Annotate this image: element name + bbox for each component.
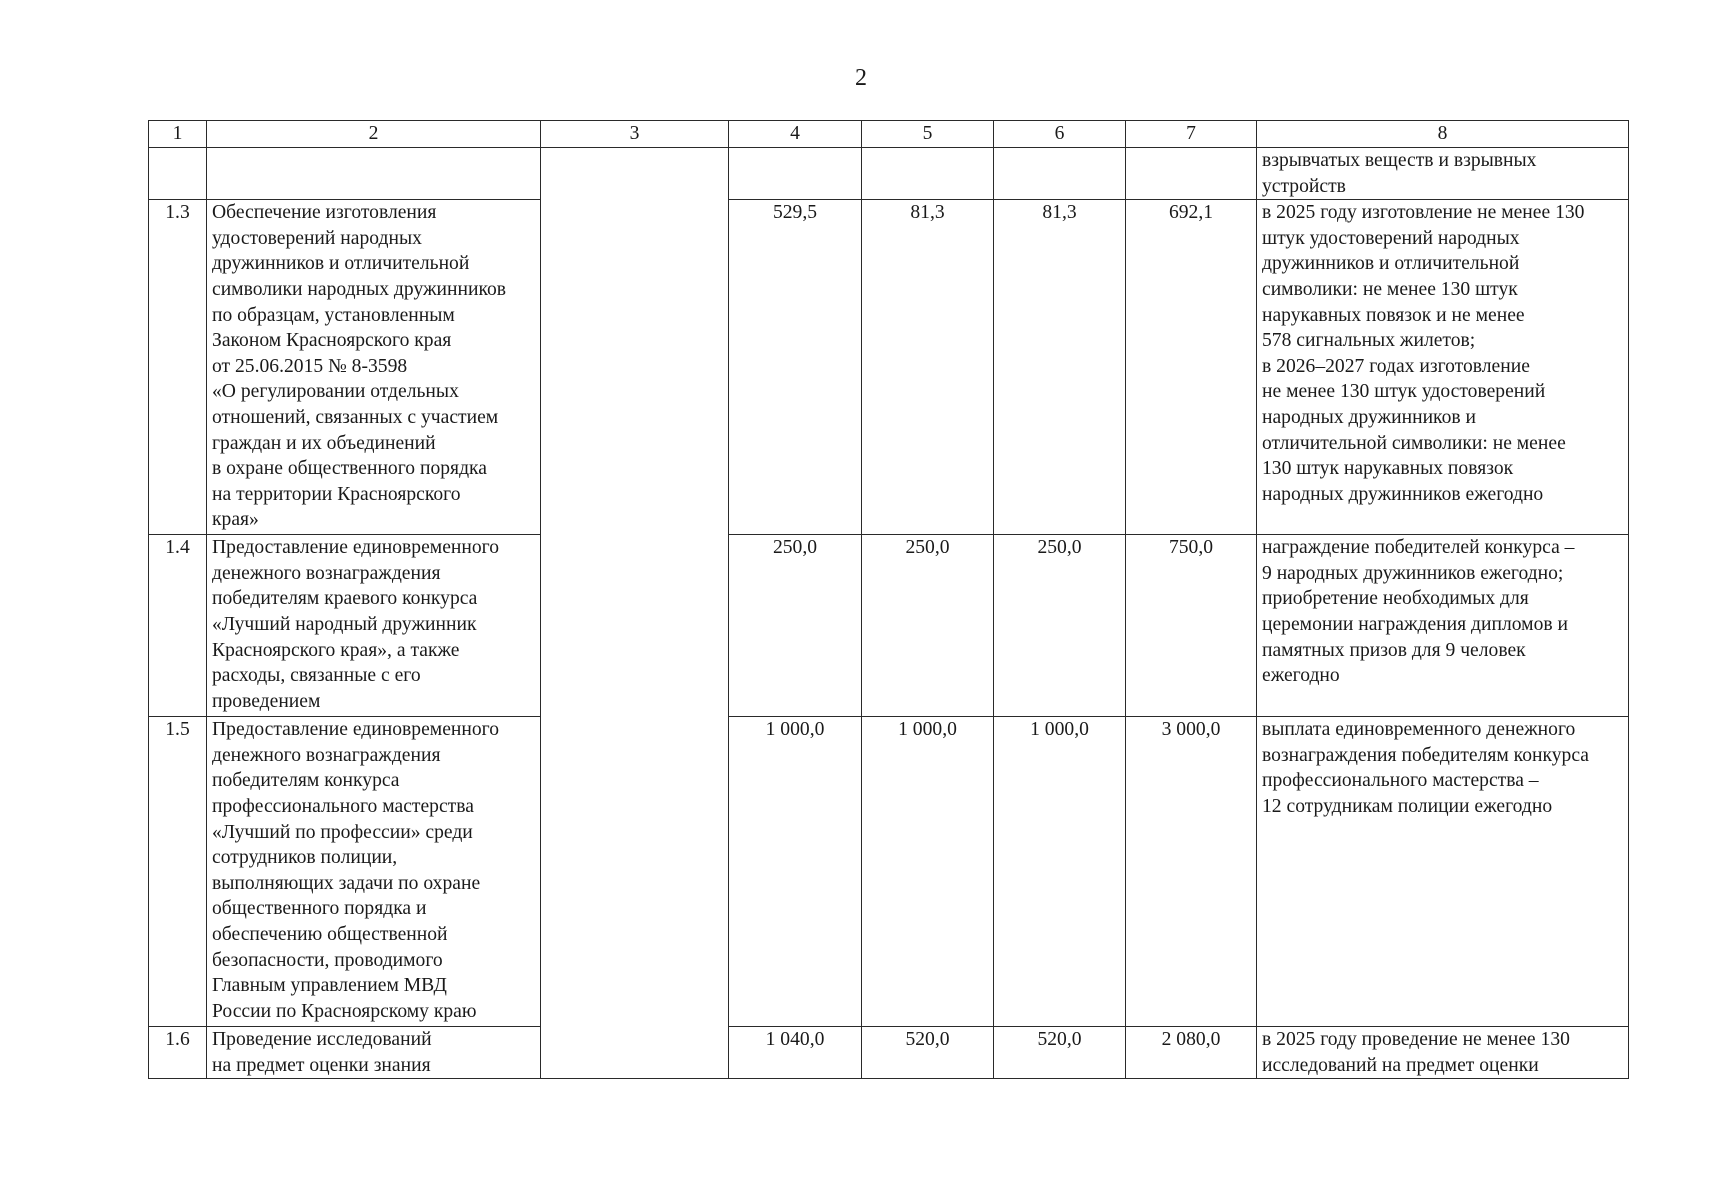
measure-name-cell: Обеспечение изготовления удостоверений народных дружинников и отличительной символики народных дружинников по образцам, установленным Законом Красноярского края от 25.06.2015 № 8-3598 «О регулировании отдельных отношений, связанных с участием граждан и их объединений в охране общественного порядка на территории Красноярского края» <box>207 200 541 535</box>
executor-cell <box>541 717 729 1027</box>
amount-total-cell <box>1126 148 1257 200</box>
executor-cell <box>541 148 729 200</box>
row-number-cell: 1.6 <box>149 1027 207 1079</box>
row-number-cell: 1.5 <box>149 717 207 1027</box>
amount-2025-cell: 1 040,0 <box>729 1027 862 1079</box>
amount-total-cell: 750,0 <box>1126 535 1257 717</box>
measure-name-cell: Предоставление единовременного денежного вознаграждения победителям конкурса профессионального мастерства «Лучший по профессии» среди сотрудников полиции, выполняющих задачи по охране общественного порядка и обеспечению общественной безопасности, проводимого Главным управлением МВД России по Красноярскому краю <box>207 717 541 1027</box>
amount-2025-cell <box>729 148 862 200</box>
amount-2027-cell: 520,0 <box>994 1027 1126 1079</box>
expected-result-cell: в 2025 году проведение не менее 130 исследований на предмет оценки <box>1257 1027 1629 1079</box>
column-header-6: 6 <box>994 121 1126 148</box>
measure-name-cell: Проведение исследований на предмет оценки знания <box>207 1027 541 1079</box>
executor-cell <box>541 1027 729 1079</box>
expected-result-cell: взрывчатых веществ и взрывных устройств <box>1257 148 1629 200</box>
column-header-1: 1 <box>149 121 207 148</box>
expected-result-cell: награждение победителей конкурса – 9 народных дружинников ежегодно; приобретение необходимых для церемонии награждения дипломов и памятных призов для 9 человек ежегодно <box>1257 535 1629 717</box>
table-row-1-6 <box>149 1027 1629 1079</box>
table-row-continuation <box>149 148 1629 200</box>
amount-2026-cell: 81,3 <box>862 200 994 535</box>
amount-2027-cell: 81,3 <box>994 200 1126 535</box>
amount-total-cell: 2 080,0 <box>1126 1027 1257 1079</box>
executor-cell <box>541 200 729 535</box>
column-header-2: 2 <box>207 121 541 148</box>
amount-2025-cell: 250,0 <box>729 535 862 717</box>
measure-name-cell: Предоставление единовременного денежного вознаграждения победителям краевого конкурса «Лучший народный дружинник Красноярского края», а также расходы, связанные с его проведением <box>207 535 541 717</box>
amount-total-cell: 3 000,0 <box>1126 717 1257 1027</box>
expected-result-cell: выплата единовременного денежного вознаграждения победителям конкурса профессионального мастерства – 12 сотрудникам полиции ежегодно <box>1257 717 1629 1027</box>
amount-2027-cell <box>994 148 1126 200</box>
amount-2027-cell: 250,0 <box>994 535 1126 717</box>
column-header-4: 4 <box>729 121 862 148</box>
expected-result-cell: в 2025 году изготовление не менее 130 штук удостоверений народных дружинников и отличительной символики: не менее 130 штук нарукавных повязок и не менее 578 сигнальных жилетов; в 2026–2027 годах изготовление не менее 130 штук удостоверений народных дружинников и отличительной символики: не менее 130 штук нарукавных повязок народных дружинников ежегодно <box>1257 200 1629 535</box>
column-header-5: 5 <box>862 121 994 148</box>
column-number-row <box>149 121 1629 148</box>
table-row-1-5 <box>149 717 1629 1027</box>
row-number-cell: 1.4 <box>149 535 207 717</box>
measure-name-cell <box>207 148 541 200</box>
page-number: 2 <box>855 65 867 91</box>
table-row-1-3 <box>149 200 1629 535</box>
amount-2026-cell: 250,0 <box>862 535 994 717</box>
row-number-cell <box>149 148 207 200</box>
column-header-8: 8 <box>1257 121 1629 148</box>
column-header-7: 7 <box>1126 121 1257 148</box>
program-measures-table <box>148 120 1629 1079</box>
amount-2026-cell: 1 000,0 <box>862 717 994 1027</box>
table-row-1-4 <box>149 535 1629 717</box>
row-number-cell: 1.3 <box>149 200 207 535</box>
amount-2025-cell: 529,5 <box>729 200 862 535</box>
executor-cell <box>541 535 729 717</box>
amount-2027-cell: 1 000,0 <box>994 717 1126 1027</box>
amount-2026-cell: 520,0 <box>862 1027 994 1079</box>
amount-total-cell: 692,1 <box>1126 200 1257 535</box>
amount-2025-cell: 1 000,0 <box>729 717 862 1027</box>
amount-2026-cell <box>862 148 994 200</box>
column-header-3: 3 <box>541 121 729 148</box>
